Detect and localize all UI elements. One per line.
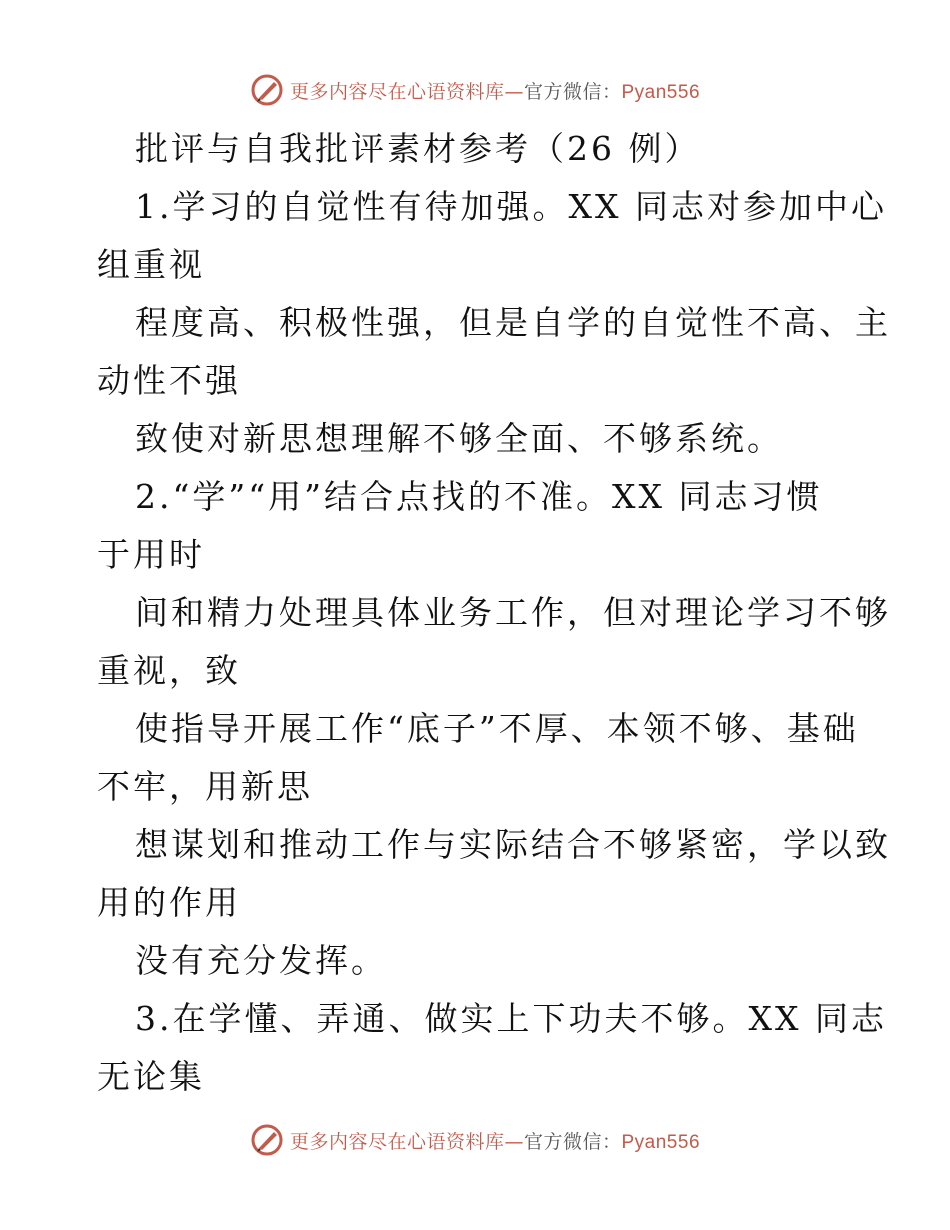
banner-dash: — xyxy=(504,1130,524,1153)
banner-site-text: 更多内容尽在心语资料库 xyxy=(289,80,505,103)
banner-wechat-id: Pyan556 xyxy=(621,1131,701,1153)
text-line: 动性不强 xyxy=(97,361,241,400)
text-line: 想谋划和推动工作与实际结合不够紧密，学以致 xyxy=(135,825,891,864)
text-line: 程度高、积极性强，但是自学的自觉性不高、主 xyxy=(135,303,891,342)
banner-text xyxy=(290,1127,700,1154)
text-line: 2.“学”“用”结合点找的不准。XX 同志习惯 xyxy=(135,477,823,516)
text-line: 1.学习的自觉性有待加强。XX 同志对参加中心 xyxy=(135,187,887,226)
text-line: 于用时 xyxy=(97,535,205,574)
banner-wechat-label: 官方微信： xyxy=(523,80,622,103)
header-watermark-banner xyxy=(0,70,950,110)
text-line: 使指导开展工作“底子”不厚、本领不够、基础 xyxy=(135,709,859,748)
banner-wechat-label: 官方微信： xyxy=(523,1130,622,1153)
banner-site-text: 更多内容尽在心语资料库 xyxy=(289,1130,505,1153)
text-line: 没有充分发挥。 xyxy=(135,941,387,980)
text-line: 间和精力处理具体业务工作，但对理论学习不够 xyxy=(135,593,891,632)
text-line: 用的作用 xyxy=(97,883,241,922)
text-line: 批评与自我批评素材参考（26 例） xyxy=(135,129,701,168)
banner-text xyxy=(290,77,700,104)
text-line: 重视，致 xyxy=(97,651,241,690)
text-line: 无论集 xyxy=(97,1057,205,1096)
footer-watermark-banner xyxy=(0,1120,950,1160)
text-line: 致使对新思想理解不够全面、不够系统。 xyxy=(135,419,783,458)
text-line: 组重视 xyxy=(97,245,205,284)
banner-wechat-id: Pyan556 xyxy=(621,81,701,103)
document-body xyxy=(97,120,891,1106)
banner-dash: — xyxy=(504,80,524,103)
quill-pen-logo-icon xyxy=(250,1123,284,1157)
text-line: 不牢，用新思 xyxy=(97,767,313,806)
quill-pen-logo-icon xyxy=(250,73,284,107)
text-line: 3.在学懂、弄通、做实上下功夫不够。XX 同志 xyxy=(135,999,887,1038)
